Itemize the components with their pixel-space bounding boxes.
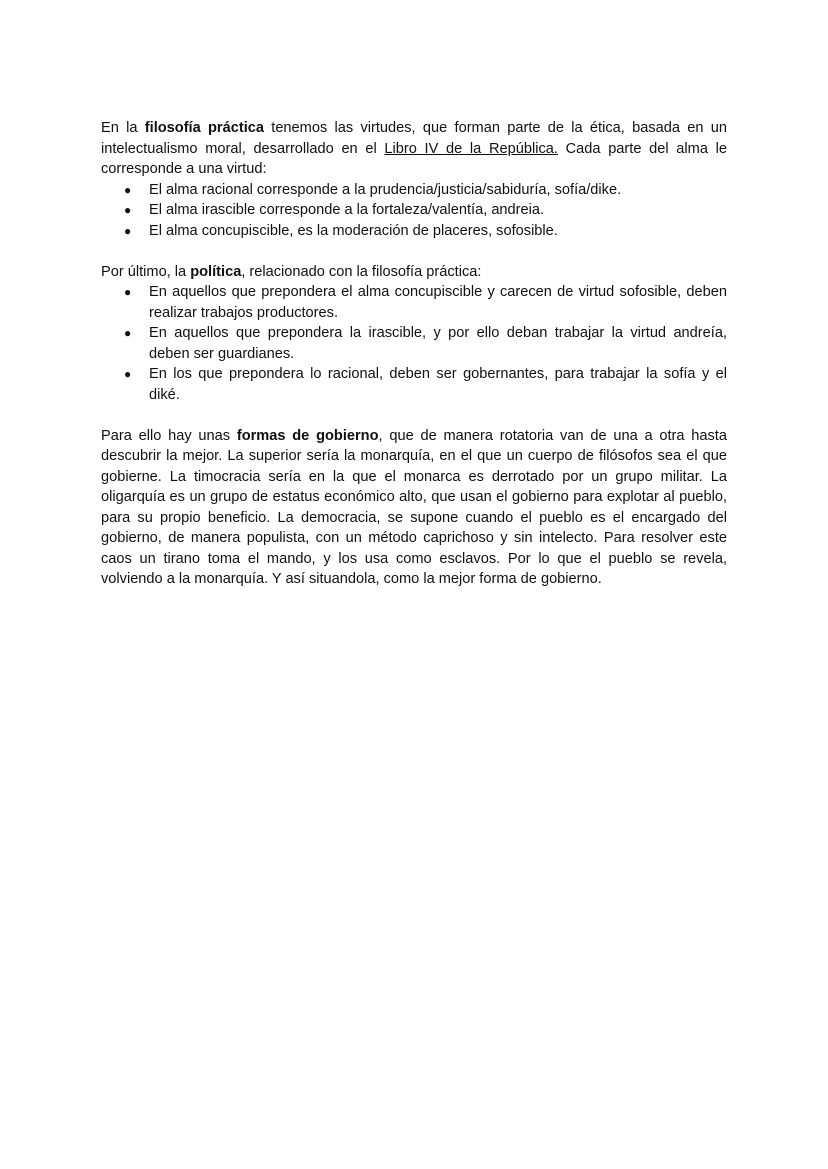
paragraph-text: En la: [101, 120, 145, 136]
paragraph-text: , que de manera rotatoria van de una a otra hasta descubrir la mejor. La superior sería la monarquía, en el que un cuerpo de filósofos sea el que gobierne. La timocracia sería en la que el monarca es derrotado por un grupo militar. La oligarquía es un grupo de estatus económico alto, que usan el gobierno para explotar al pueblo, para su propio beneficio. La democracia, se supone cuando el pueblo es el encargado del gobierno, de manera populista, con un método caprichoso y sin intelecto. Para resolver este caos un tirano toma el mando, y los usa como esclavos. Por lo que el pueblo se revela, volviendo a la monarquía. Y así situandola, como la mejor forma de gobierno.: [101, 427, 727, 587]
bullet-icon: ●: [124, 367, 132, 381]
bold-term-formas-de-gobierno: formas de gobierno: [236, 427, 379, 444]
paragraph-text: Cada parte del alma le corresponde a una virtud:: [101, 140, 727, 177]
document-page: [101, 118, 727, 590]
list-item: [101, 364, 727, 405]
virtues-list: [101, 180, 727, 242]
bullet-icon: ●: [124, 285, 132, 299]
bold-term-politica: política: [190, 263, 242, 280]
list-item: [101, 180, 727, 201]
paragraph-practical-philosophy: [101, 118, 727, 180]
bold-term-filosofia-practica: filosofía práctica: [144, 120, 264, 136]
bullet-icon: ●: [124, 203, 132, 217]
paragraph-text: , relacionado con la filosofía práctica:: [241, 263, 482, 280]
list-item-text: En los que prepondera lo racional, deben ser gobernantes, para trabajar la sofía y el diké.: [149, 366, 727, 403]
spacer: [101, 405, 727, 426]
bullet-icon: ●: [124, 326, 132, 340]
list-item: [101, 221, 727, 242]
list-item-text: En aquellos que prepondera la irascible, y por ello deban trabajar la virtud andreía, deben ser guardianes.: [149, 325, 727, 362]
paragraph-text: Por último, la: [101, 263, 191, 280]
list-item: [101, 323, 727, 364]
bullet-icon: ●: [124, 223, 132, 238]
list-item-text: El alma racional corresponde a la prudencia/justicia/sabiduría, sofía/dike.: [149, 181, 622, 198]
link-libro-iv-republica[interactable]: Libro IV de la República.: [384, 140, 558, 157]
list-item-text: En aquellos que prepondera el alma concupiscible y carecen de virtud sofosible, deben realizar trabajos productores.: [149, 284, 727, 321]
paragraph-text: tenemos las virtudes, que forman parte de la ética, basada en un intelectualismo moral, desarrollado en el: [101, 120, 727, 157]
paragraph-text: Para ello hay unas: [101, 427, 237, 444]
list-item: [101, 200, 727, 221]
spacer: [101, 241, 727, 262]
list-item-text: El alma irascible corresponde a la fortaleza/valentía, andreia.: [149, 202, 545, 218]
list-item: [101, 282, 727, 323]
list-item-text: El alma concupiscible, es la moderación de placeres, sofosible.: [149, 222, 558, 239]
paragraph-forms-of-government: [101, 426, 727, 590]
paragraph-politics: [101, 262, 727, 283]
politics-list: [101, 282, 727, 405]
bullet-icon: ●: [124, 182, 132, 197]
